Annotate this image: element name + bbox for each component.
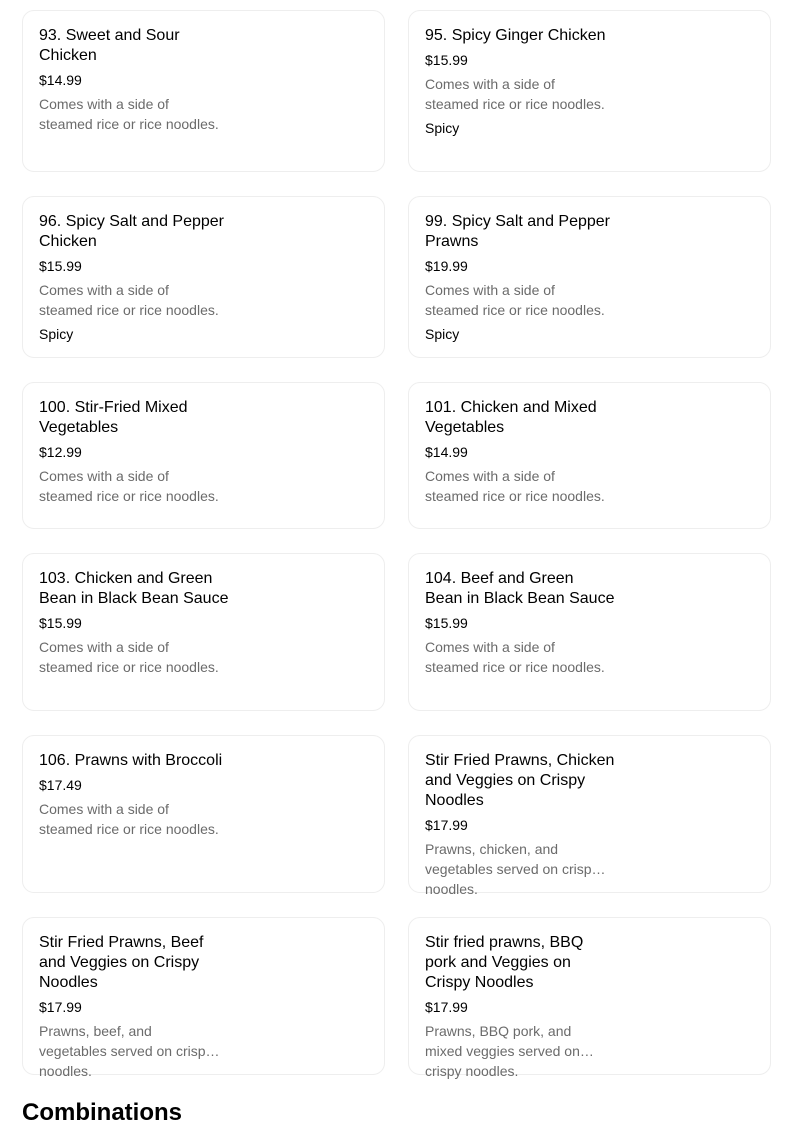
menu-item-name: 95. Spicy Ginger Chicken <box>425 27 606 44</box>
menu-item-price: $17.49 <box>39 777 82 793</box>
menu-item-card[interactable] <box>22 917 385 1079</box>
menu-item-description: Comes with a side of steamed rice or rice noodles. <box>39 96 219 132</box>
menu-item-card[interactable] <box>22 382 385 529</box>
menu-item-card[interactable] <box>22 196 385 358</box>
menu-item-name: Stir fried prawns, BBQ pork and Veggies on Crispy Noodles <box>425 934 584 991</box>
menu-item-description: Comes with a side of steamed rice or rice noodles. <box>425 282 605 318</box>
menu-item-name: 103. Chicken and Green Bean in Black Bean Sauce <box>39 570 229 607</box>
menu-item-name: 100. Stir-Fried Mixed Vegetables <box>39 399 188 436</box>
menu-item-description: Comes with a side of steamed rice or rice noodles. <box>39 282 219 318</box>
menu-item-price: $15.99 <box>425 52 468 68</box>
menu-item-price: $19.99 <box>425 258 468 274</box>
section-heading: Combinations <box>22 1099 182 1126</box>
menu-item-description: Comes with a side of steamed rice or rice noodles. <box>39 801 219 837</box>
menu-item-price: $14.99 <box>425 444 468 460</box>
menu-item-card[interactable] <box>408 917 771 1079</box>
spicy-tag: Spicy <box>425 120 460 136</box>
menu-item-description: Prawns, chicken, and vegetables served on crispy noodles. <box>425 841 599 897</box>
menu-item-name: Stir Fried Prawns, Beef and Veggies on Crispy Noodles <box>39 934 204 991</box>
menu-item-price: $17.99 <box>425 999 468 1015</box>
menu-item-price: $17.99 <box>39 999 82 1015</box>
menu-item-card[interactable] <box>22 553 385 711</box>
menu-item-price: $12.99 <box>39 444 82 460</box>
menu-item-card[interactable] <box>408 553 771 711</box>
menu-item-price: $17.99 <box>425 817 468 833</box>
menu-item-price: $15.99 <box>39 258 82 274</box>
menu-item-name: 106. Prawns with Broccoli <box>39 752 223 769</box>
menu-item-name: Stir Fried Prawns, Chicken and Veggies on Crispy Noodles <box>425 752 615 809</box>
menu-item-description: Comes with a side of steamed rice or rice noodles. <box>425 639 605 675</box>
menu-item-name: 99. Spicy Salt and Pepper Prawns <box>425 213 611 250</box>
menu-item-price: $15.99 <box>39 615 82 631</box>
menu-item-card[interactable] <box>408 196 771 358</box>
menu-item-card[interactable] <box>408 382 771 529</box>
menu-item-description: Prawns, beef, and vegetables served on crispy noodles. <box>39 1023 213 1079</box>
menu-item-description: Comes with a side of steamed rice or rice noodles. <box>39 639 219 675</box>
menu-item-card[interactable] <box>408 735 771 897</box>
menu-item-description: Comes with a side of steamed rice or rice noodles. <box>39 468 219 504</box>
menu-item-price: $15.99 <box>425 615 468 631</box>
spicy-tag: Spicy <box>39 326 74 342</box>
menu-item-description: Prawns, BBQ pork, and mixed veggies served on crispy noodles. <box>425 1023 580 1079</box>
menu-item-price: $14.99 <box>39 72 82 88</box>
menu-item-name: 93. Sweet and Sour Chicken <box>39 27 180 64</box>
menu-item-card[interactable] <box>408 10 771 172</box>
menu-item-name: 96. Spicy Salt and Pepper Chicken <box>39 213 225 250</box>
spicy-tag: Spicy <box>425 326 460 342</box>
menu-item-description: Comes with a side of steamed rice or rice noodles. <box>425 468 605 504</box>
menu-item-card[interactable] <box>22 735 385 893</box>
menu-item-name: 101. Chicken and Mixed Vegetables <box>425 399 597 436</box>
menu-item-card[interactable] <box>22 10 385 172</box>
menu-item-name: 104. Beef and Green Bean in Black Bean Sauce <box>425 570 615 607</box>
menu-item-description: Comes with a side of steamed rice or rice noodles. <box>425 76 605 112</box>
